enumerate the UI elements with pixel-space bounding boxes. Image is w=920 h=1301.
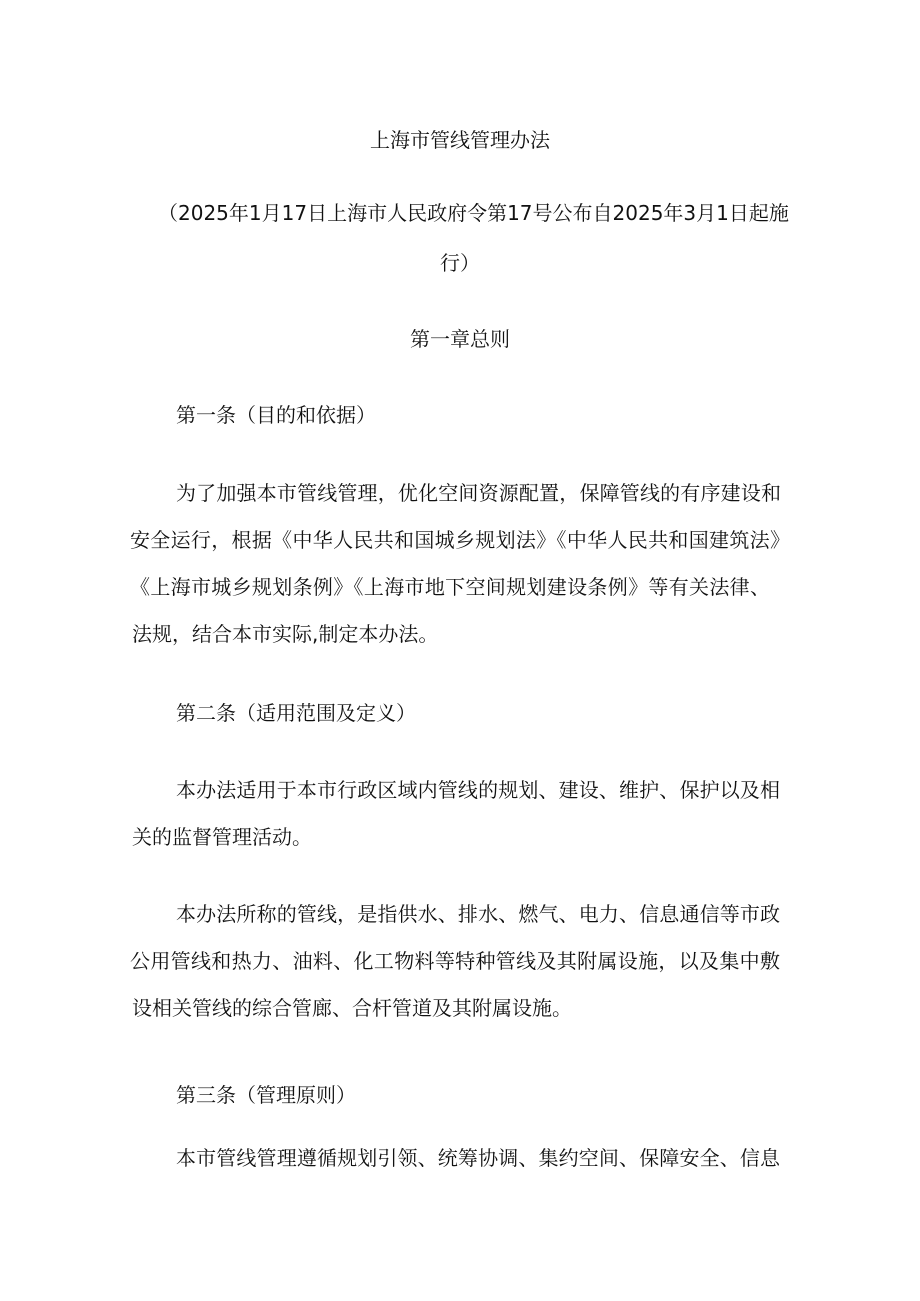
- article-1-para-1-line-3: 《上海市城乡规划条例》《上海市地下空间规划建设条例》等有关法律、: [130, 575, 770, 599]
- article-1-heading: 第一条（目的和依据）: [176, 403, 376, 427]
- article-3-heading: 第三条（管理原则）: [176, 1083, 356, 1107]
- chapter-heading: 第一章总则: [410, 327, 510, 351]
- article-2-para-2-line-1: 本办法所称的管线，是指供水、排水、燃气、电力、信息通信等市政: [176, 902, 780, 926]
- article-2-heading: 第二条（适用范围及定义）: [176, 701, 416, 725]
- article-1-para-1-line-1: 为了加强本市管线管理，优化空间资源配置，保障管线的有序建设和: [176, 481, 781, 505]
- article-3-para-1-line-1: 本市管线管理遵循规划引领、统筹协调、集约空间、保障安全、信息: [176, 1146, 780, 1170]
- promulgation-line-1: （2025年1月17日上海市人民政府令第17号公布自2025年3月1日起施: [158, 201, 789, 225]
- article-2-para-1-line-1: 本办法适用于本市行政区域内管线的规划、建设、维护、保护以及相: [176, 778, 780, 802]
- article-1-para-1-line-4: 法规，结合本市实际,制定本办法。: [132, 622, 439, 646]
- promulgation-line-2: 行）: [440, 251, 480, 275]
- article-2-para-2-line-2: 公用管线和热力、油料、化工物料等特种管线及其附属设施，以及集中敷: [130, 949, 780, 973]
- article-2-para-1-line-2: 关的监督管理活动。: [132, 825, 312, 849]
- article-1-para-1-line-2: 安全运行，根据《中华人民共和国城乡规划法》《中华人民共和国建筑法》: [130, 528, 790, 552]
- document-title: 上海市管线管理办法: [370, 128, 550, 152]
- article-2-para-2-line-3: 设相关管线的综合管廊、合杆管道及其附属设施。: [132, 996, 572, 1020]
